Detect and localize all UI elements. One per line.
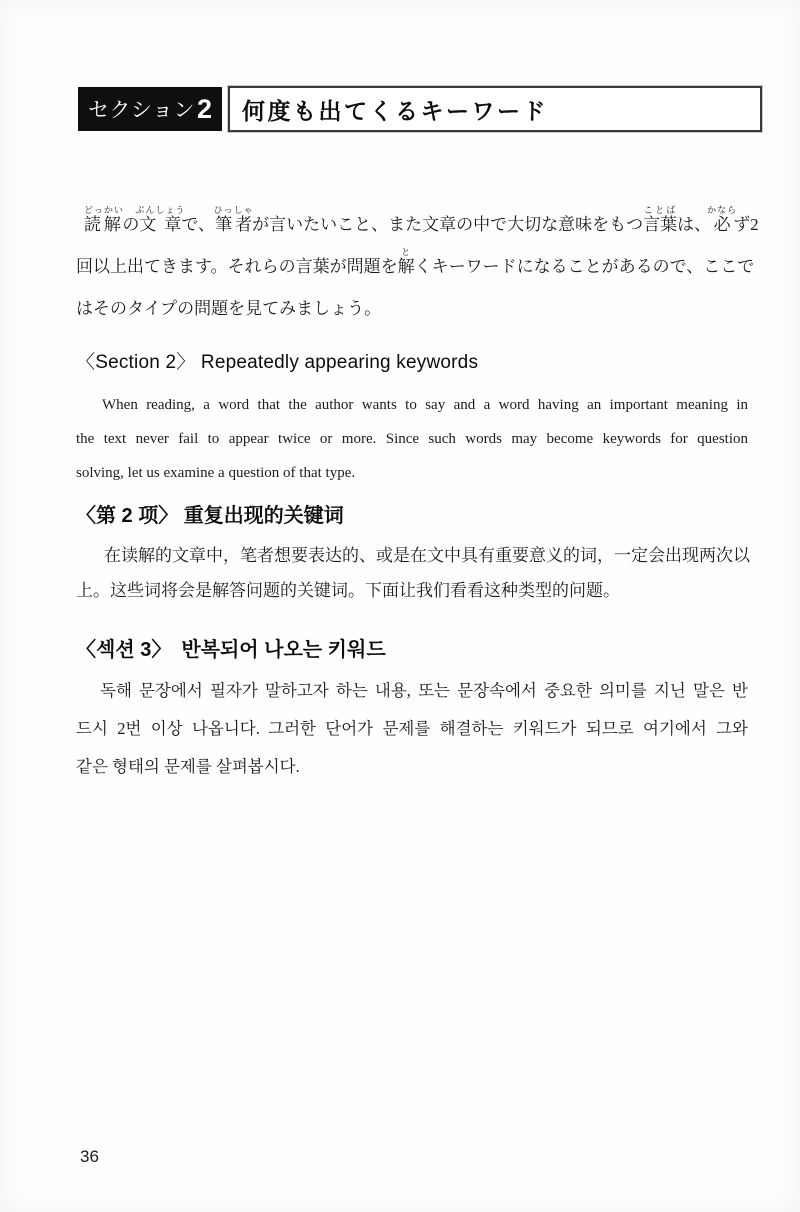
text-line: はそのタイプの問題を見てみましょう。 (76, 299, 382, 318)
chinese-heading: 〈第 2 项〉 重复出现的关键词 (76, 505, 344, 527)
english-paragraph (76, 388, 748, 490)
section-title-box (228, 86, 762, 132)
text-line: 在读解的文章中，笔者想要表达的、或是在文中具有重要意义的词，一定会出现两次以 (104, 546, 750, 565)
furigana-annotated-word: 文章ぶんしょう (135, 205, 186, 234)
english-heading: 〈Section 2〉 Repeatedly appearing keywords (76, 352, 479, 373)
text-line: 드시 2번 이상 나옵니다. 그러한 단어가 문제를 해결하는 키워드가 되므로 여기에서 그와 (76, 719, 748, 738)
text-line: the text never fail to appear twice or more. Since such words may become keywords for question (76, 431, 748, 447)
text-line: 回以上出てきます。それらの言葉が問題を解とくキーワードになることがあるので、ここで (76, 247, 755, 276)
furigana-annotated-word: 言葉ことば (643, 205, 678, 234)
korean-paragraph (76, 672, 748, 786)
furigana-annotated-word: 解と (397, 247, 415, 276)
text-line: 上。这些词将会是解答问题的关键词。下面让我们看看这种类型的问题。 (76, 581, 620, 600)
page-number: 36 (80, 1147, 99, 1166)
chinese-paragraph (76, 538, 748, 608)
furigana-annotated-word: 筆者ひっしゃ (213, 205, 254, 234)
section-badge-label: セクション (87, 99, 196, 122)
text-line: 독해 문장에서 필자가 말하고자 하는 내용, 또는 문장속에서 중요한 의미를 지닌 말은 반 (100, 681, 748, 700)
korean-section (76, 636, 748, 786)
korean-heading: 〈섹션 3〉 반복되어 나오는 키워드 (76, 639, 386, 661)
english-section (76, 350, 748, 490)
text-line: 読解どっかいの文章ぶんしょうで、筆者ひっしゃが言いたいこと、また文章の中で大切な意味をもつ言葉ことばは、必かならず2 (84, 205, 759, 234)
section-badge-number: 2 (197, 93, 213, 124)
section-number-badge (78, 87, 222, 131)
chinese-section (76, 502, 748, 608)
section-title: 何度も出てくるキーワード (242, 97, 548, 124)
text-line: 같은 형태의 문제를 살펴봅시다. (76, 757, 300, 776)
furigana-annotated-word: 必かなら (707, 205, 738, 234)
text-line: When reading, a word that the author wants to say and a word having an important meaning in (102, 397, 748, 413)
text-line: solving, let us examine a question of that type. (76, 465, 356, 481)
japanese-paragraph (76, 204, 759, 330)
section-header (78, 86, 762, 132)
furigana-annotated-word: 読解どっかい (84, 205, 124, 234)
